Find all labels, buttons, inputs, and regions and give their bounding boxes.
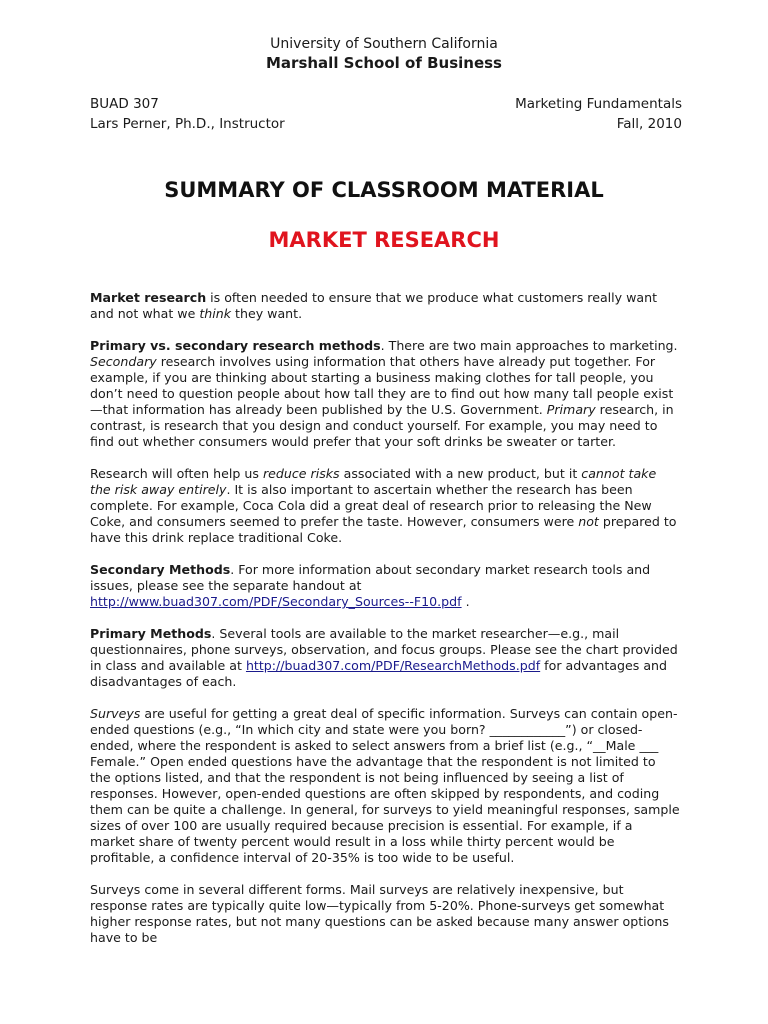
- paragraph-text: research, in contrast, is research that you design and conduct yourself. For example, you may need to find out whether consumers would prefer that your soft drinks be sweater or tarter.: [90, 402, 674, 449]
- paragraph-survey-forms: [90, 882, 680, 946]
- emphasis-text: cannot take the risk away entirely: [90, 466, 657, 497]
- paragraph-text: . Several tools are available to the market researcher—e.g., mail questionnaires, phone surveys, observation, and focus groups. Please see the chart provided in class and available at: [90, 626, 678, 673]
- course-code: BUAD 307: [90, 96, 159, 112]
- course-info-right: [515, 94, 682, 134]
- paragraph-primary-methods: [90, 626, 680, 690]
- paragraph-text: . It is also important to ascertain whether the research has been complete. For example, Coca Cola did a great deal of research prior to releasing the New Coke, and consumers seemed to prefer the taste. However, consumers were: [90, 482, 652, 529]
- paragraph-text: .: [461, 594, 470, 609]
- research-methods-link[interactable]: http://buad307.com/PDF/ResearchMethods.pdf: [245, 658, 541, 673]
- paragraph-text: are useful for getting a great deal of specific information. Surveys can contain open-ended questions (e.g., “In which city and state were you born? ____________”) or closed-ended, where the respondent is asked to select answers from a brief list (e.g., “__Male ___ Female.” Open ended questions have the advantage that the respondent is not limited to the options listed, and that the respondent is not being influenced by seeing a list of responses. However, open-ended questions are often skipped by respondents, and coding them can be quite a challenge. In general, for surveys to yield meaningful responses, sample sizes of over 100 are usually required because precision is essential. For example, if a market share of twenty percent would result in a loss while thirty percent would be profitable, a confidence interval of 20-35% is too wide to be useful.: [90, 706, 680, 865]
- lead-term: Primary Methods: [90, 626, 212, 641]
- paragraph-text: prepared to have this drink replace traditional Coke.: [90, 514, 677, 545]
- paragraph-text: . There are two main approaches to marketing.: [380, 338, 678, 353]
- paragraph-text: Research will often help us: [90, 466, 263, 481]
- paragraph-text: research involves using information that others have already put together. For example, if you are thinking about starting a business making clothes for tall people, you don’t need to question people about how tall they are to find out how many tall people exist—that information has already been published by the U.S. Government.: [90, 354, 674, 417]
- paragraph-text: is often needed to ensure that we produce what customers really want and not what we: [90, 290, 658, 321]
- paragraph-text: associated with a new product, but it: [339, 466, 582, 481]
- paragraph-reduce-risks: [90, 466, 680, 546]
- lead-term: Market research: [90, 290, 207, 305]
- term: Fall, 2010: [616, 116, 682, 132]
- lead-term: Secondary Methods: [90, 562, 231, 577]
- paragraph-primary-vs-secondary: [90, 338, 680, 450]
- secondary-sources-link[interactable]: http://www.buad307.com/PDF/Secondary_Sources--F10.pdf: [90, 594, 462, 609]
- university-name: University of Southern California: [270, 36, 498, 52]
- document-title: SUMMARY OF CLASSROOM MATERIAL: [164, 178, 604, 202]
- paragraph-secondary-methods: [90, 562, 680, 610]
- emphasis-text: Surveys: [90, 706, 141, 721]
- lead-term: Primary vs. secondary research methods: [90, 338, 381, 353]
- emphasis-text: think: [199, 306, 232, 321]
- emphasis-text: Secondary: [90, 354, 157, 369]
- instructor-name: Lars Perner, Ph.D., Instructor: [90, 116, 285, 132]
- emphasis-text: reduce risks: [262, 466, 340, 481]
- paragraph-text: Surveys come in several different forms. Mail surveys are relatively inexpensive, but response rates are typically quite low—typically from 5-20%. Phone-surveys get somewhat higher response rates, but not many questions can be asked because many answer options have to be: [90, 882, 669, 945]
- paragraph-surveys: [90, 706, 680, 866]
- document-body: [90, 290, 680, 962]
- school-name: Marshall School of Business: [266, 54, 502, 72]
- paragraph-text: they want.: [231, 306, 303, 321]
- emphasis-text: not: [578, 514, 599, 529]
- course-info-left: [90, 94, 285, 134]
- document-subtitle: MARKET RESEARCH: [268, 228, 500, 252]
- course-name: Marketing Fundamentals: [515, 96, 682, 112]
- paragraph-text: . For more information about secondary market research tools and issues, please see the separate handout at: [90, 562, 651, 593]
- paragraph-text: for advantages and disadvantages of each.: [90, 658, 668, 689]
- paragraph-market-research: [90, 290, 680, 322]
- emphasis-text: Primary: [546, 402, 596, 417]
